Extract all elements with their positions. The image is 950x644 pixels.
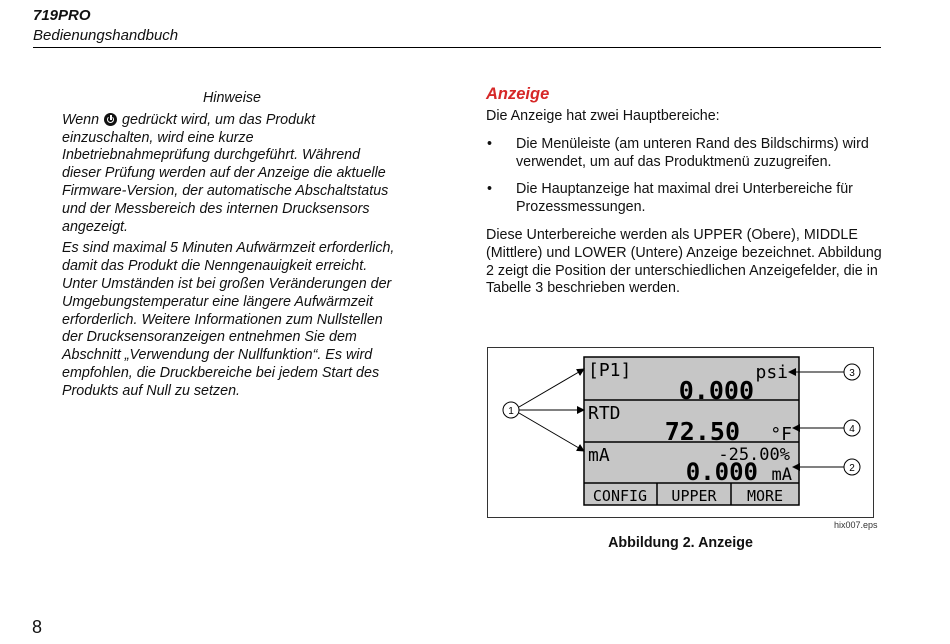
lower-unit: mA <box>771 465 792 485</box>
lower-value: 0.000 <box>685 458 758 486</box>
notes-block <box>62 90 402 405</box>
section-title: Anzeige <box>486 85 550 103</box>
notes-title: Hinweise <box>202 90 261 106</box>
bullet-list <box>486 136 886 217</box>
page-number: 8 <box>32 617 43 637</box>
callout-1-arrow <box>519 369 584 407</box>
manual-title: Bedienungshandbuch <box>33 27 179 44</box>
notes-paragraph-1 <box>62 112 402 237</box>
callout-3-label: 3 <box>849 368 855 379</box>
middle-value: 72.50 <box>664 417 740 446</box>
bullet-item: • Die Menüleiste (am unteren Rand des Bildschirms) wird verwendet, um auf das Produktmenü zuzugreifen. <box>486 136 886 172</box>
page-header <box>33 6 881 46</box>
lower-label: mA <box>588 445 610 466</box>
upper-label: [P1] <box>588 360 632 381</box>
menu-more: MORE <box>746 487 784 505</box>
callout-4-label: 4 <box>849 424 855 435</box>
section-paragraph: Diese Unterbereiche werden als UPPER (Obere), MIDDLE (Mittlere) und LOWER (Untere) Anzeige bezeichnet. Abbildung 2 zeigt die Position der unterschiedlichen Anzeigefelder, die in Tabelle 3 beschrieben werden. <box>486 226 882 297</box>
callout-1-arrow <box>519 413 584 451</box>
figure-caption: Abbildung 2. Anzeige <box>608 535 753 551</box>
bullet-item: • Die Hauptanzeige hat maximal drei Unterbereiche für Prozessmessungen. <box>486 181 886 217</box>
callout-1-label: 1 <box>508 406 514 417</box>
display-diagram <box>488 348 873 517</box>
menu-config: CONFIG <box>592 487 648 505</box>
callout-2-label: 2 <box>849 463 855 474</box>
upper-value: 0.000 <box>678 376 754 405</box>
notes-p1-rest: gedrückt wird, um das Produkt einzuschalten, wird eine kurze Inbetriebnahmeprüfung durchgeführt. Während dieser Prüfung werden auf der Anzeige die aktuelle Firmware-Version, der automatische Abschaltstatus und der Messbereich des internen Drucksensors angezeigt. <box>62 111 389 235</box>
section-intro: Die Anzeige hat zwei Hauptbereiche: <box>486 108 720 124</box>
notes-p1-start: Wenn <box>62 111 100 128</box>
display-section <box>486 84 886 298</box>
middle-label: RTD <box>588 403 621 424</box>
lower-percent: -25.00% <box>718 445 790 465</box>
display-figure <box>487 347 874 518</box>
menu-upper: UPPER <box>671 487 717 505</box>
header-rule <box>33 47 881 48</box>
upper-unit: psi <box>755 362 788 383</box>
middle-unit: °F <box>770 424 792 445</box>
notes-paragraph-2: Es sind maximal 5 Minuten Aufwärmzeit erforderlich, damit das Produkt die Nenngenauigkeit erreicht. Unter Umständen ist bei großen Veränderungen der Umgebungstemperatur eine längere Aufwärmzeit erforderlich. Weitere Informationen zum Nullstellen der Drucksensoranzeigen entnehmen Sie dem Abschnitt „Verwendung der Nullfunktion“. Es wird empfohlen, die Druckbereiche bei jedem Start des Produkts auf Null zu setzen. <box>62 240 395 399</box>
power-icon <box>104 113 117 126</box>
product-model: 719PRO <box>33 7 91 24</box>
figure-filename: hix007.eps <box>834 520 878 530</box>
